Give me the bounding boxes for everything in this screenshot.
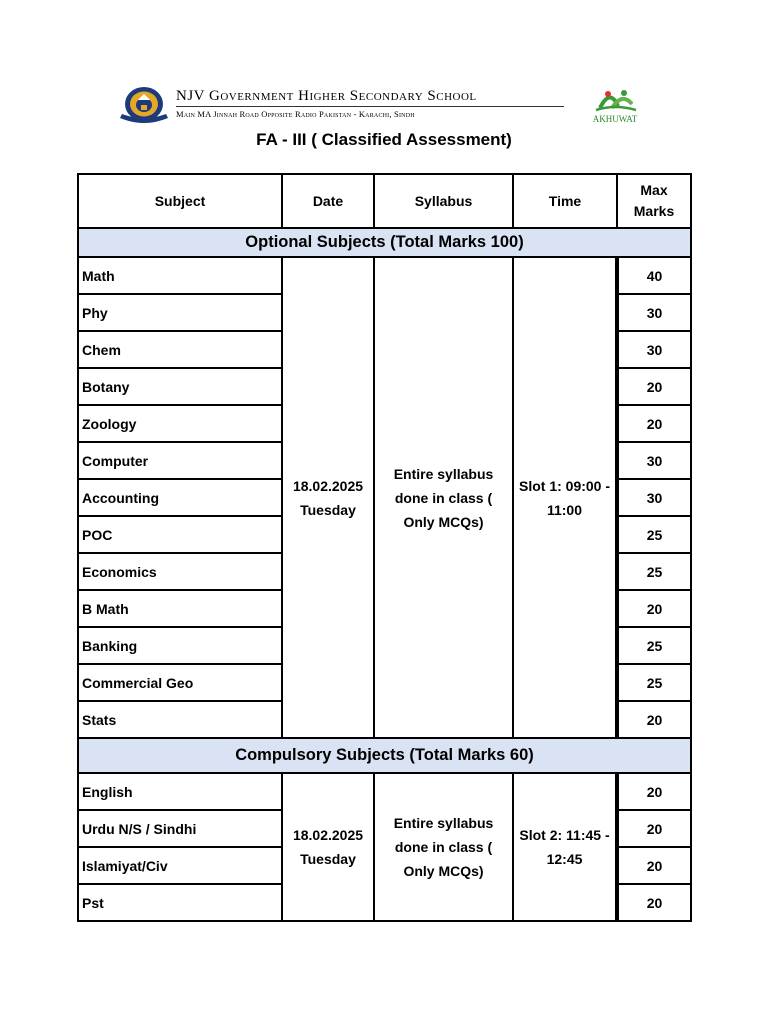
subject-cell: Economics <box>78 553 282 590</box>
syllabus-line: done in class ( <box>394 839 493 855</box>
max-marks-cell: 20 <box>617 405 691 442</box>
syllabus-line: Only MCQs) <box>403 863 484 879</box>
max-marks-cell: 20 <box>617 368 691 405</box>
time-line: 11:00 <box>546 501 583 518</box>
time-line: 12:45 <box>546 851 583 867</box>
exam-day: Tuesday <box>300 501 356 518</box>
subject-cell: Computer <box>78 442 282 479</box>
section-heading: Optional Subjects (Total Marks 100) <box>78 228 691 257</box>
subject-cell: Accounting <box>78 479 282 516</box>
header-time: Time <box>513 174 617 228</box>
syllabus-line: Only MCQs) <box>403 513 484 530</box>
school-name: NJV Government Higher Secondary School <box>176 88 477 104</box>
max-marks-cell: 20 <box>617 810 691 847</box>
subject-cell: Phy <box>78 294 282 331</box>
syllabus-cell <box>374 773 513 921</box>
subject-cell: Botany <box>78 368 282 405</box>
page-title: FA - III ( Classified Assessment) <box>256 130 512 149</box>
date-cell <box>282 773 374 921</box>
header-date: Date <box>282 174 374 228</box>
schedule-body <box>78 228 691 921</box>
header-subject: Subject <box>78 174 282 228</box>
school-crest-logo <box>114 84 174 126</box>
max-marks-cell: 20 <box>617 847 691 884</box>
time-cell <box>513 773 617 921</box>
max-marks-cell: 20 <box>617 701 691 738</box>
school-header <box>114 84 659 126</box>
max-marks-cell: 20 <box>617 773 691 810</box>
syllabus-line: Entire syllabus <box>393 815 494 831</box>
table-header-row <box>78 174 691 228</box>
table-row <box>78 773 691 810</box>
time-cell <box>513 257 617 738</box>
max-marks-cell: 30 <box>617 479 691 516</box>
max-marks-cell: 25 <box>617 553 691 590</box>
max-marks-cell: 25 <box>617 664 691 701</box>
header-divider <box>176 106 564 107</box>
header-syllabus: Syllabus <box>374 174 513 228</box>
subject-cell: Banking <box>78 627 282 664</box>
max-marks-cell: 25 <box>617 627 691 664</box>
subject-cell: Commercial Geo <box>78 664 282 701</box>
section-heading: Compulsory Subjects (Total Marks 60) <box>78 738 691 773</box>
subject-cell: Urdu N/S / Sindhi <box>78 810 282 847</box>
max-marks-cell: 30 <box>617 331 691 368</box>
subject-cell: Zoology <box>78 405 282 442</box>
header-max-label: Max <box>640 182 668 198</box>
subject-cell: B Math <box>78 590 282 627</box>
akhuwat-logo <box>570 84 660 126</box>
subject-cell: Pst <box>78 884 282 921</box>
section-heading-row <box>78 228 691 257</box>
header-marks-label: Marks <box>633 203 675 219</box>
syllabus-line: done in class ( <box>394 489 493 506</box>
section-heading-row <box>78 738 691 773</box>
max-marks-cell: 20 <box>617 590 691 627</box>
exam-date: 18.02.2025 <box>292 477 364 494</box>
subject-cell: POC <box>78 516 282 553</box>
subject-cell: English <box>78 773 282 810</box>
syllabus-cell <box>374 257 513 738</box>
subject-cell: Islamiyat/Civ <box>78 847 282 884</box>
subject-cell: Math <box>78 257 282 294</box>
max-marks-cell: 30 <box>617 442 691 479</box>
time-line: Slot 2: 11:45 - <box>519 827 610 843</box>
table-row <box>78 257 691 294</box>
syllabus-line: Entire syllabus <box>393 465 494 482</box>
time-line: Slot 1: 09:00 - <box>518 477 611 494</box>
header-max-marks <box>617 174 691 228</box>
max-marks-cell: 40 <box>617 257 691 294</box>
exam-date: 18.02.2025 <box>292 827 364 843</box>
max-marks-cell: 25 <box>617 516 691 553</box>
school-address: Main MA Jinnah Road Opposite Radio Pakistan - Karachi, Sindh <box>176 109 415 119</box>
max-marks-cell: 20 <box>617 884 691 921</box>
exam-day: Tuesday <box>300 851 356 867</box>
subject-cell: Chem <box>78 331 282 368</box>
akhuwat-logo-text: AKHUWAT <box>592 114 638 124</box>
assessment-schedule-table <box>77 173 692 922</box>
max-marks-cell: 30 <box>617 294 691 331</box>
subject-cell: Stats <box>78 701 282 738</box>
date-cell <box>282 257 374 738</box>
